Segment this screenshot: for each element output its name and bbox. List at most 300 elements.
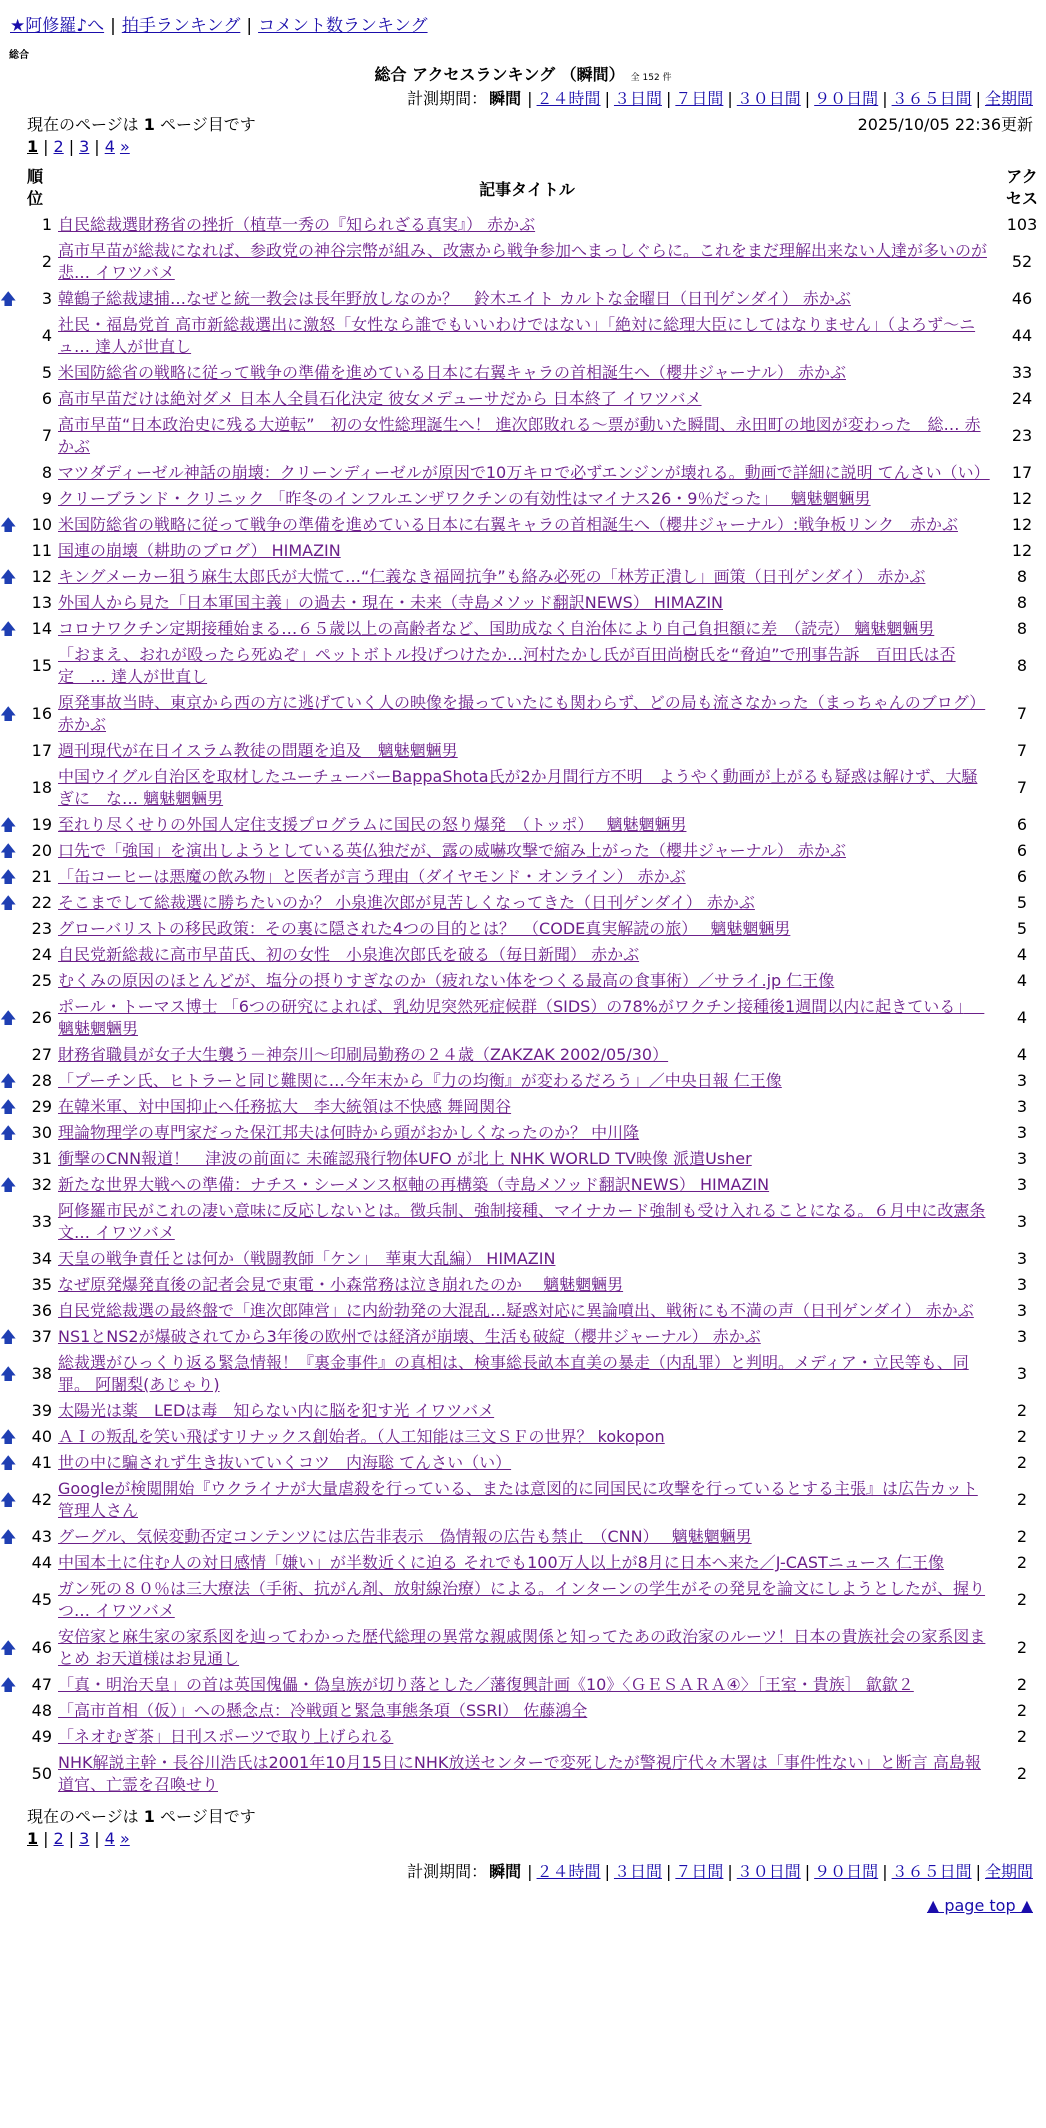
up-arrow-icon: 🡅 xyxy=(0,1527,17,1546)
article-title-cell xyxy=(56,916,998,942)
rank-number: 36 xyxy=(31,1301,52,1320)
period-separator: | xyxy=(527,89,533,108)
table-row xyxy=(0,1042,1046,1068)
article-title-link[interactable]: 高市早苗が総裁になれば、参政党の神谷宗幣が組み、改憲から戦争参加へまっしぐらに。これをまだ理解出来ない人達が多いのが悲… イワツバメ xyxy=(58,241,987,282)
rank-change-cell xyxy=(0,212,14,238)
ranking-table xyxy=(0,164,1046,1798)
rank-number: 11 xyxy=(31,541,52,560)
category-label: 総合 xyxy=(9,50,29,61)
article-title-link[interactable]: そこまでして総裁選に勝ちたいのか？ 小泉進次郎が見苦しくなってきた（日刊ゲンダイ） 赤かぶ xyxy=(58,893,755,912)
access-count: 3 xyxy=(1016,1327,1028,1346)
rank-number: 30 xyxy=(31,1123,52,1142)
clap-ranking-link[interactable]: 拍手ランキング xyxy=(121,16,241,36)
period-separator: | xyxy=(604,1862,610,1881)
pager-page-link[interactable]: 2 xyxy=(53,137,64,156)
article-title-cell xyxy=(56,212,998,238)
rank-change-cell xyxy=(0,690,17,738)
rank-number: 29 xyxy=(31,1097,52,1116)
period-link[interactable]: ３日間 xyxy=(613,1862,662,1881)
up-arrow-icon: 🡅 xyxy=(0,1490,17,1509)
article-title-link[interactable]: 自民党総裁選の最終盤で「進次郎陣営」に内紛勃発の大混乱…疑惑対応に異論噴出、戦術にも不満の声（日刊ゲンダイ） 赤かぶ xyxy=(58,1301,974,1320)
page-top-link[interactable]: ▲ page top ▲ xyxy=(926,1896,1033,1915)
article-title-link[interactable]: ガン死の８０％は三大療法（手術、抗がん剤、放射線治療）による。インターンの学生がその発見を論文にしようとしたが、握りつ… イワツバメ xyxy=(58,1579,986,1620)
period-link[interactable]: ９０日間 xyxy=(814,1862,879,1881)
up-arrow-icon: 🡅 xyxy=(0,841,17,860)
rank-change-cell xyxy=(0,386,14,412)
access-count: 4 xyxy=(1016,1008,1028,1027)
table-row xyxy=(0,1350,1046,1398)
pager-current: 1 xyxy=(27,137,39,156)
access-count: 44 xyxy=(1011,326,1033,345)
pager-separator: | xyxy=(68,1829,75,1848)
article-title-cell xyxy=(56,460,998,486)
article-title-link[interactable]: なぜ原発爆発直後の記者会見で東電・小森常務は泣き崩れたのか 魑魅魍魎男 xyxy=(58,1275,624,1294)
access-count: 4 xyxy=(1016,971,1028,990)
access-count: 12 xyxy=(1011,489,1033,508)
period-link[interactable]: 全期間 xyxy=(984,1862,1033,1881)
rank-number: 49 xyxy=(31,1727,52,1746)
article-title-cell xyxy=(56,812,998,838)
period-label: 計測期間： xyxy=(407,89,488,108)
table-row xyxy=(0,968,1046,994)
rank-change-cell xyxy=(0,1624,17,1672)
rank-change-cell xyxy=(0,590,14,616)
article-title-link[interactable]: 高市早苗だけは絶対ダメ 日本人全員石化決定 彼女メデューサだから 日本終了 イワツバメ xyxy=(58,389,702,408)
up-arrow-icon: 🡅 xyxy=(0,704,17,723)
rank-change-cell xyxy=(0,764,14,812)
access-count: 2 xyxy=(1016,1638,1028,1657)
rank-change-cell xyxy=(0,1350,17,1398)
rank-number: 47 xyxy=(31,1675,52,1694)
article-title-link[interactable]: 中国本土に住む人の対日感情「嫌い」が半数近くに迫る それでも100万人以上が8月に日本へ来た／J-CASTニュース 仁王像 xyxy=(58,1553,945,1572)
rank-number: 28 xyxy=(31,1071,52,1090)
rank-change-cell xyxy=(0,1068,17,1094)
rank-number: 46 xyxy=(31,1638,52,1657)
table-row xyxy=(0,538,1046,564)
table-row xyxy=(0,1272,1046,1298)
period-link[interactable]: ２４時間 xyxy=(536,89,601,108)
article-title-link[interactable]: 「缶コーヒーは悪魔の飲み物」と医者が言う理由（ダイヤモンド・オンライン） 赤かぶ xyxy=(58,867,686,886)
article-title-cell xyxy=(56,890,998,916)
rank-change-cell xyxy=(0,1172,17,1198)
article-title-cell xyxy=(56,286,998,312)
access-count: 3 xyxy=(1016,1071,1028,1090)
access-count: 4 xyxy=(1016,945,1028,964)
article-title-link[interactable]: クリーブランド・クリニック 「昨冬のインフルエンザワクチンの有効性はマイナス26・9％だった」 魑魅魍魎男 xyxy=(58,489,871,508)
article-title-link[interactable]: 週刊現代が在日イスラム教徒の問題を追及 魑魅魍魎男 xyxy=(58,741,458,760)
arrow-column xyxy=(0,164,14,212)
table-row xyxy=(0,1698,1046,1724)
article-title-cell xyxy=(56,312,998,360)
up-arrow-icon: 🡅 xyxy=(0,1175,17,1194)
rank-change-cell xyxy=(0,616,17,642)
table-row xyxy=(0,1424,1046,1450)
pager-page-link[interactable]: 3 xyxy=(79,137,90,156)
pager-page-link[interactable]: 3 xyxy=(79,1829,90,1848)
article-title-cell xyxy=(56,1576,998,1624)
period-current: 瞬間 xyxy=(489,1862,522,1881)
period-link[interactable]: ９０日間 xyxy=(814,89,879,108)
pager-bottom xyxy=(27,1829,130,1848)
rank-number: 6 xyxy=(41,389,52,408)
article-title-cell xyxy=(56,1350,998,1398)
article-title-cell xyxy=(56,386,998,412)
period-separator: | xyxy=(727,1862,733,1881)
access-count: 3 xyxy=(1016,1275,1028,1294)
rank-change-cell xyxy=(0,890,17,916)
article-title-cell xyxy=(56,994,998,1042)
pager-separator: | xyxy=(94,1829,100,1848)
pager-next-link[interactable]: » xyxy=(119,137,130,156)
article-title-link[interactable]: 財務省職員が女子大生襲う－神奈川〜印刷局勤務の２４歳（ZAKZAK 2002/05/30） xyxy=(58,1045,669,1064)
access-count: 7 xyxy=(1016,704,1028,723)
article-title-link[interactable]: 理論物理学の専門家だった保江邦夫は何時から頭がおかしくなったのか？ 中川隆 xyxy=(58,1123,640,1142)
rank-change-cell xyxy=(0,1550,14,1576)
table-row xyxy=(0,412,1046,460)
access-count: 12 xyxy=(1011,515,1033,534)
article-title-cell xyxy=(56,1042,998,1068)
access-count: 8 xyxy=(1016,593,1028,612)
article-title-link[interactable]: 中国ウイグル自治区を取材したユーチューバーBappaShota氏が2か月間行方不明 ようやく動画が上がるも疑惑は解けず、大騒ぎに な… 魑魅魍魎男 xyxy=(58,767,978,808)
access-count: 3 xyxy=(1016,1175,1028,1194)
article-title-cell xyxy=(56,1450,998,1476)
article-title-link[interactable]: キングメーカー狙う麻生太郎氏が大慌て…“仁義なき福岡抗争”も絡み必死の「林芳正潰し」画策（日刊ゲンダイ） 赤かぶ xyxy=(58,567,926,586)
pager-separator: | xyxy=(43,1829,49,1848)
access-count: 12 xyxy=(1011,541,1033,560)
article-title-link[interactable]: 「高市首相（仮）」への懸念点：冷戦頭と緊急事態条項（SSRI） 佐藤鴻全 xyxy=(58,1701,588,1720)
rank-number: 15 xyxy=(31,656,52,675)
rank-change-cell xyxy=(0,1750,14,1798)
home-link[interactable]: ★阿修羅♪へ xyxy=(10,16,105,36)
period-link[interactable]: 全期間 xyxy=(984,89,1033,108)
rank-change-cell xyxy=(0,512,17,538)
article-title-link[interactable]: 太陽光は薬 LEDは毒 知らない内に脳を犯す光 イワツバメ xyxy=(58,1401,495,1420)
table-row xyxy=(0,486,1046,512)
access-count: 46 xyxy=(1011,289,1033,308)
rank-change-cell xyxy=(0,1450,17,1476)
article-title-link[interactable]: ＡＩの叛乱を笑い飛ばすリナックス創始者。（人工知能は三文ＳＦの世界？ kokopon xyxy=(58,1427,665,1446)
table-row xyxy=(0,916,1046,942)
table-row xyxy=(0,590,1046,616)
period-separator: | xyxy=(804,1862,811,1881)
access-column-header: アク セス xyxy=(1005,167,1038,208)
table-header xyxy=(0,164,1046,212)
access-count: 2 xyxy=(1016,1701,1028,1720)
rank-number: 48 xyxy=(31,1701,52,1720)
article-title-cell xyxy=(56,764,998,812)
period-separator: | xyxy=(665,1862,672,1881)
period-link[interactable]: ３日間 xyxy=(613,89,662,108)
article-title-link[interactable]: 衝撃のCNN報道！ 津波の前面に 未確認飛行物体UFO が北上 NHK WORLD TV映像 派遣Usher xyxy=(58,1149,752,1168)
rank-change-cell xyxy=(0,968,14,994)
article-title-link[interactable]: 社民・福島党首 高市新総裁選出に激怒「女性なら誰でもいいわけではない」「絶対に総理大臣にしてはなりません」（よろず〜ニュ… 達人が世直し xyxy=(58,315,976,356)
rank-number: 34 xyxy=(31,1249,52,1268)
access-count: 6 xyxy=(1016,815,1028,834)
rank-number: 13 xyxy=(31,593,52,612)
article-title-link[interactable]: グローバリストの移民政策：その裏に隠された4つの目的とは？ （CODE真実解読の旅） 魑魅魍魎男 xyxy=(58,919,791,938)
article-title-cell xyxy=(56,1624,998,1672)
article-title-link[interactable]: 在韓米軍、対中国抑止へ任務拡大 李大統領は不快感 舞岡関谷 xyxy=(58,1097,512,1116)
rank-change-cell xyxy=(0,564,17,590)
up-arrow-icon: 🡅 xyxy=(0,815,17,834)
article-title-cell xyxy=(56,1298,998,1324)
article-title-link[interactable]: Googleが検閲開始『ウクライナが大量虐殺を行っている、または意図的に同国民に攻撃を行っているとする主張』は広告カット 管理人さん xyxy=(58,1479,978,1520)
table-row xyxy=(0,1324,1046,1350)
article-title-cell xyxy=(56,690,998,738)
ranking-title: 総合 アクセスランキング （瞬間） xyxy=(374,65,625,84)
pager-page-link[interactable]: 4 xyxy=(104,137,115,156)
article-title-link[interactable]: 「おまえ、おれが殴ったら死ぬぞ」ペットボトル投げつけたか…河村たかし氏が百田尚樹氏を“脅迫”で刑事告訴 百田氏は否定 … 達人が世直し xyxy=(58,645,956,686)
period-link[interactable]: ２４時間 xyxy=(536,1862,601,1881)
up-arrow-icon: 🡅 xyxy=(0,1638,17,1657)
table-row xyxy=(0,386,1046,412)
page-top-link-wrap xyxy=(927,1896,1033,1915)
article-title-link[interactable]: 高市早苗“日本政治史に残る大逆転” 初の女性総理誕生へ！ 進次郎敗れる〜票が動いた瞬間、永田町の地図が変わった 総… 赤かぶ xyxy=(58,415,981,456)
table-row xyxy=(0,1094,1046,1120)
article-title-link[interactable]: 天皇の戦争責任とは何か（戦闘教師「ケン」 華東大乱編） HIMAZIN xyxy=(58,1249,556,1268)
access-count: 2 xyxy=(1016,1427,1028,1446)
rank-change-cell xyxy=(0,360,14,386)
rank-change-cell xyxy=(0,812,17,838)
article-title-link[interactable]: 総裁選がひっくり返る緊急情報！『裏金事件』の真相は、検事総長畝本直美の暴走（内乱罪）と判明。メディア・立民等も、同罪。 阿闍梨(あじゃり) xyxy=(58,1353,969,1394)
rank-number: 16 xyxy=(31,704,52,723)
table-row xyxy=(0,1524,1046,1550)
rank-change-cell xyxy=(0,1698,14,1724)
table-row xyxy=(0,616,1046,642)
access-count: 52 xyxy=(1011,252,1033,271)
table-row xyxy=(0,1450,1046,1476)
table-row xyxy=(0,864,1046,890)
rank-change-cell xyxy=(0,642,14,690)
article-title-link[interactable]: 「プーチン氏、ヒトラーと同じ難関に…今年末から『力の均衡』が変わるだろう」／中央日報 仁王像 xyxy=(58,1071,782,1090)
table-row xyxy=(0,1068,1046,1094)
table-row xyxy=(0,994,1046,1042)
rank-number: 7 xyxy=(41,426,52,445)
rank-change-cell xyxy=(0,1146,14,1172)
access-count: 2 xyxy=(1016,1590,1028,1609)
up-arrow-icon: 🡅 xyxy=(0,289,17,308)
article-title-link[interactable]: コロナワクチン定期接種始まる…６５歳以上の高齢者など、国助成なく自治体により自己負担額に差 （読売） 魑魅魍魎男 xyxy=(58,619,935,638)
table-row xyxy=(0,1576,1046,1624)
period-link[interactable]: ３０日間 xyxy=(736,1862,801,1881)
access-count: 7 xyxy=(1016,778,1028,797)
rank-change-cell xyxy=(0,1272,14,1298)
article-title-cell xyxy=(56,968,998,994)
rank-change-cell xyxy=(0,1476,17,1524)
up-arrow-icon: 🡅 xyxy=(0,1675,17,1694)
nav-separator: | xyxy=(246,16,253,36)
article-title-link[interactable]: ポール・トーマス博士 「6つの研究によれば、乳幼児突然死症候群（SIDS）の78%がワクチン接種後1週間以内に起きている」 魑魅魍魎男 xyxy=(58,997,985,1038)
period-separator: | xyxy=(727,89,733,108)
pager xyxy=(27,137,130,156)
period-selector xyxy=(407,86,1033,109)
rank-number: 31 xyxy=(31,1149,52,1168)
article-title-link[interactable]: 原発事故当時、東京から西の方に逃げていく人の映像を撮っていたにも関わらず、どの局も流さなかった（まっちゃんのブログ） 赤かぶ xyxy=(58,693,986,734)
period-selector-bottom xyxy=(407,1859,1033,1882)
period-current: 瞬間 xyxy=(489,89,522,108)
table-row xyxy=(0,1172,1046,1198)
article-title-link[interactable]: 米国防総省の戦略に従って戦争の準備を進めている日本に右翼キャラの首相誕生へ（櫻井ジャーナル）:戦争板リンク 赤かぶ xyxy=(58,515,958,534)
article-title-link[interactable]: 自民党新総裁に高市早苗氏、初の女性 小泉進次郎氏を破る（毎日新聞） 赤かぶ xyxy=(58,945,640,964)
table-row xyxy=(0,1550,1046,1576)
table-row xyxy=(0,890,1046,916)
period-link[interactable]: ３６５日間 xyxy=(891,1862,972,1881)
rank-change-cell xyxy=(0,486,14,512)
up-arrow-icon: 🡅 xyxy=(0,619,17,638)
period-link[interactable]: ３０日間 xyxy=(736,89,801,108)
table-row xyxy=(0,1724,1046,1750)
article-title-cell xyxy=(56,616,998,642)
table-row xyxy=(0,238,1046,286)
rank-change-cell xyxy=(0,1576,14,1624)
up-arrow-icon: 🡅 xyxy=(0,1097,17,1116)
rank-number: 25 xyxy=(31,971,52,990)
period-separator: | xyxy=(975,89,981,108)
rank-change-cell xyxy=(0,286,17,312)
rank-change-cell xyxy=(0,738,14,764)
rank-change-cell xyxy=(0,994,17,1042)
comment-ranking-link[interactable]: コメント数ランキング xyxy=(258,16,428,36)
article-title-link[interactable]: むくみの原因のほとんどが、塩分の摂りすぎなのか（疲れない体をつくる最高の食事術）／サライ.jp 仁王像 xyxy=(58,971,835,990)
article-title-link[interactable]: 韓鶴子総裁逮捕…なぜと統一教会は長年野放しなのか？ 鈴木エイト カルトな金曜日（日刊ゲンダイ） 赤かぶ xyxy=(58,289,851,308)
rank-number: 43 xyxy=(31,1527,52,1546)
article-title-link[interactable]: NHK解説主幹・長谷川浩氏は2001年10月15日にNHK放送センターで変死したが警視庁代々木署は「事件性ない」と断言 高島報道官、亡霊を召喚せり xyxy=(58,1753,981,1794)
nav-separator: | xyxy=(110,16,116,36)
rank-number: 45 xyxy=(31,1590,52,1609)
rank-number: 23 xyxy=(31,919,52,938)
period-separator: | xyxy=(665,89,672,108)
table-row xyxy=(0,312,1046,360)
article-title-cell xyxy=(56,1068,998,1094)
rank-number: 18 xyxy=(31,778,52,797)
up-arrow-icon: 🡅 xyxy=(0,1453,17,1472)
table-row xyxy=(0,1198,1046,1246)
access-count: 3 xyxy=(1016,1097,1028,1116)
article-title-link[interactable]: マツダディーゼル神話の崩壊：クリーンディーゼルが原因で10万キロで必ずエンジンが壊れる。動画で詳細に説明 てんさい（い） xyxy=(58,463,990,482)
rank-change-cell xyxy=(0,838,17,864)
article-title-cell xyxy=(56,238,998,286)
rank-change-cell xyxy=(0,1298,14,1324)
rank-change-cell xyxy=(0,1524,17,1550)
pager-next-link[interactable]: » xyxy=(119,1829,130,1848)
article-title-cell xyxy=(56,538,998,564)
rank-number: 32 xyxy=(31,1175,52,1194)
article-title-link[interactable]: 外国人から見た「日本軍国主義」の過去・現在・未来（寺島メソッド翻訳NEWS） HIMAZIN xyxy=(58,593,724,612)
article-title-cell xyxy=(56,1398,998,1424)
table-row xyxy=(0,1120,1046,1146)
article-title-link[interactable]: 「ネオむぎ茶」日刊スポーツで取り上げられる xyxy=(58,1727,394,1746)
rank-change-cell xyxy=(0,1724,14,1750)
period-link[interactable]: ７日間 xyxy=(675,89,724,108)
period-separator: | xyxy=(804,89,811,108)
rank-number: 44 xyxy=(31,1553,52,1572)
rank-change-cell xyxy=(0,1672,17,1698)
table-row xyxy=(0,764,1046,812)
table-row xyxy=(0,642,1046,690)
rank-number: 38 xyxy=(31,1364,52,1383)
rank-number: 41 xyxy=(31,1453,52,1472)
table-row xyxy=(0,812,1046,838)
article-title-link[interactable]: 米国防総省の戦略に従って戦争の準備を進めている日本に右翼キャラの首相誕生へ（櫻井ジャーナル） 赤かぶ xyxy=(58,363,846,382)
article-title-cell xyxy=(56,1120,998,1146)
article-title-link[interactable]: 世の中に騙されず生き抜いていくコツ 内海聡 てんさい（い） xyxy=(58,1453,512,1472)
article-title-link[interactable]: NS1とNS2が爆破されてから3年後の欧州では経済が崩壊、生活も破綻（櫻井ジャーナル） 赤かぶ xyxy=(58,1327,761,1346)
article-title-link[interactable]: 安倍家と麻生家の家系図を辿ってわかった歴代総理の異常な親戚関係と知ってたあの政治家のルーツ！日本の貴族社会の家系図まとめ お天道様はお見通し xyxy=(58,1627,986,1668)
period-separator: | xyxy=(527,1862,533,1881)
rank-column-header: 順 位 xyxy=(26,167,43,208)
table-row xyxy=(0,1476,1046,1524)
article-title-cell xyxy=(56,1724,998,1750)
total-count: 全 152 件 xyxy=(630,73,672,83)
up-arrow-icon: 🡅 xyxy=(0,867,17,886)
article-title-cell xyxy=(56,1146,998,1172)
article-title-cell xyxy=(56,512,998,538)
up-arrow-icon: 🡅 xyxy=(0,1427,17,1446)
rank-number: 5 xyxy=(41,363,52,382)
article-title-link[interactable]: 「真・明治天皇」の首は英国傀儡・偽皇族が切り落とした／藩復興計画《10》〈ＧＥＳＡＲＡ④〉［王室・貴族］ 歙歙２ xyxy=(58,1675,914,1694)
article-title-link[interactable]: グーグル、気候変動否定コンテンツには広告非表示 偽情報の広告も禁止 （CNN） 魑魅魍魎男 xyxy=(58,1527,752,1546)
access-count: 3 xyxy=(1016,1249,1028,1268)
article-title-cell xyxy=(56,1324,998,1350)
rank-number: 19 xyxy=(31,815,52,834)
rank-number: 2 xyxy=(41,252,52,271)
access-count: 8 xyxy=(1016,619,1028,638)
rank-number: 9 xyxy=(41,489,52,508)
up-arrow-icon: 🡅 xyxy=(0,1327,17,1346)
access-count: 2 xyxy=(1016,1764,1028,1783)
period-link[interactable]: ３６５日間 xyxy=(891,89,972,108)
article-title-link[interactable]: 至れり尽くせりの外国人定住支援プログラムに国民の怒り爆発 （トッポ） 魑魅魍魎男 xyxy=(58,815,687,834)
article-title-link[interactable]: 口先で「強国」を演出しようとしている英仏独だが、露の威嚇攻撃で縮み上がった（櫻井ジャーナル） 赤かぶ xyxy=(58,841,846,860)
rank-number: 42 xyxy=(31,1490,52,1509)
rank-change-cell xyxy=(0,942,14,968)
rank-number: 22 xyxy=(31,893,52,912)
current-page-status-bottom: 現在のページは 1 ページ目です xyxy=(27,1807,256,1826)
table-row xyxy=(0,1298,1046,1324)
rank-number: 17 xyxy=(31,741,52,760)
rank-change-cell xyxy=(0,916,14,942)
access-count: 2 xyxy=(1016,1490,1028,1509)
article-title-cell xyxy=(56,1272,998,1298)
article-title-cell xyxy=(56,412,998,460)
rank-number: 26 xyxy=(31,1008,52,1027)
pager-page-link[interactable]: 4 xyxy=(104,1829,115,1848)
period-separator: | xyxy=(882,89,888,108)
access-count: 5 xyxy=(1016,893,1028,912)
table-row xyxy=(0,1398,1046,1424)
rank-change-cell xyxy=(0,864,17,890)
article-title-link[interactable]: 国連の崩壊（耕助のブログ） HIMAZIN xyxy=(58,541,341,560)
article-title-cell xyxy=(56,738,998,764)
rank-number: 35 xyxy=(31,1275,52,1294)
current-page-status: 現在のページは 1 ページ目です xyxy=(27,115,256,134)
table-row xyxy=(0,460,1046,486)
title-column-header: 記事タイトル xyxy=(479,179,575,199)
article-title-link[interactable]: 新たな世界大戦への準備：ナチス・シーメンス枢軸の再構築（寺島メソッド翻訳NEWS） HIMAZIN xyxy=(58,1175,770,1194)
article-title-cell xyxy=(56,1172,998,1198)
period-link[interactable]: ７日間 xyxy=(675,1862,724,1881)
table-row xyxy=(0,564,1046,590)
up-arrow-icon: 🡅 xyxy=(0,1364,17,1383)
article-title-link[interactable]: 阿修羅市民がこれの凄い意味に反応しないとは。徴兵制、強制接種、マイナカード強制も受け入れることになる。６月中に改憲条文… イワツバメ xyxy=(58,1201,986,1242)
table-row xyxy=(0,1624,1046,1672)
rank-number: 20 xyxy=(31,841,52,860)
article-title-link[interactable]: 自民総裁選財務省の挫折（植草一秀の『知られざる真実』） 赤かぶ xyxy=(58,215,536,234)
rank-number: 14 xyxy=(31,619,52,638)
pager-page-link[interactable]: 2 xyxy=(53,1829,64,1848)
table-row xyxy=(0,1246,1046,1272)
article-title-cell xyxy=(56,1198,998,1246)
